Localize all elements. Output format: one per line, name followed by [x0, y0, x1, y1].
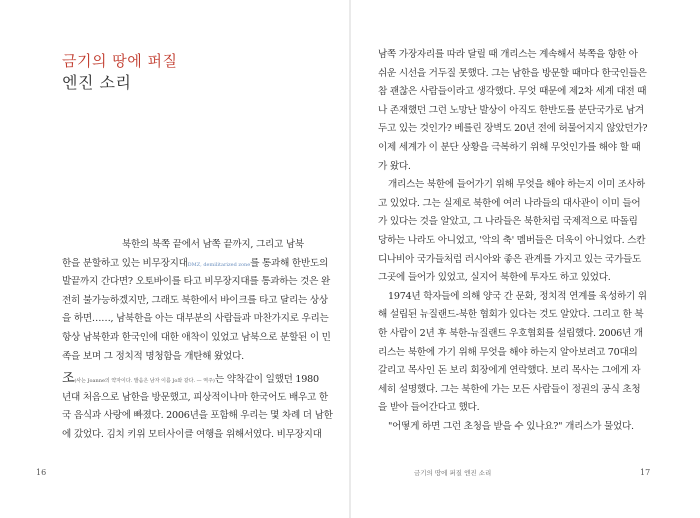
text-line	[62, 366, 319, 389]
text-line: 을 받아 들어간다고 했다.	[378, 402, 480, 414]
text-line: 1974년 학자들에 의해 양국 간 문화, 정치적 연계를 육성하기 위	[388, 290, 647, 302]
text-line: 쉬운 시선을 거두질 못했다. 그는 남한을 방문할 때마다 한국인들은	[378, 67, 647, 79]
right-page	[350, 0, 700, 518]
text-line: 개리스는 북한에 들어가기 위해 무엇을 해야 하는지 이미 조사하	[388, 179, 645, 191]
text-line: 에 갔었다. 김치 키위 모터사이클 여행을 위해서였다. 비무장지대	[62, 428, 322, 440]
text-line: 이제 세계가 이 분단 상황을 극복하기 위해 무엇인가를 해야 할 때	[378, 141, 641, 153]
chapter-subtitle: 엔진 소리	[62, 73, 132, 92]
text-line: 가 왔다.	[378, 160, 411, 172]
text-line: 해 설립된 뉴질랜드-북한 협회가 있다는 것도 알았다. 그리고 한 북	[378, 309, 644, 321]
text-segment: 한을 분할하고 있는 비무장지대	[62, 257, 188, 269]
text-line: 전히 불가능하겠지만, 그래도 북한에서 바이크를 타고 달리는 상상	[62, 294, 328, 306]
drop-char: 조	[62, 371, 75, 387]
text-line: 국 음식과 사랑에 빠졌다. 2006년을 포함해 우리는 몇 차례 더 남한	[62, 410, 333, 422]
text-line: 한 사람이 2년 후 북한-뉴질랜드 우호협회를 설립했다. 2006년 개	[378, 327, 643, 339]
translator-note: (사는 Joanne의 약자이다. 발음은 남자 이름 Jo와 같다. — 역주)	[74, 378, 215, 385]
text-segment: 를 통과해 한반도의	[250, 257, 328, 269]
text-line: 족을 보며 그 정치적 명청함을 개탄해 왔었다.	[62, 350, 244, 362]
text-line: 그곳에 들어가 있었고, 실지어 북한에 투자도 하고 있었다.	[378, 272, 611, 284]
text-line: 년대 처음으로 남한을 방문했고, 피상적이나마 한국어도 배우고 한	[62, 391, 328, 403]
text-line: 북한의 북쪽 끝에서 남쪽 끝까지, 그리고 남북	[122, 239, 304, 250]
text-line: 세히 설명했다. 그는 북한에 가는 모든 사람들이 정권의 공식 초청	[378, 383, 641, 395]
text-line: 발끝까지 간다면? 오토바이를 타고 비무장지대를 통과하는 것은 완	[62, 276, 330, 288]
text-line: 갈리고 목사인 돈 보리 회장에게 연락했다. 보리 목사는 그에게 자	[378, 365, 641, 377]
text-line	[62, 255, 328, 274]
left-body-text	[62, 236, 333, 445]
text-line: 나 존재했던 그런 노망난 발상이 아직도 한반도를 분단국가로 남겨	[378, 104, 644, 116]
text-line: 디나비아 국가들처럼 러시아와 좋은 관계를 가지고 있는 국가들도	[378, 253, 642, 265]
page-number: 17	[640, 468, 651, 477]
text-line: "어떻게 하면 그런 초청을 받을 수 있나요?" 개리스가 물었다.	[388, 420, 634, 432]
text-line: 항상 남북한과 한국인에 대한 애착이 있었고 남북으로 분할된 이 민	[62, 331, 331, 343]
text-line: 두고 있는 것인가? 베를린 장벽도 20년 전에 허물어지지 않았던가?	[378, 123, 648, 135]
text-line: 리스는 북한에 가기 위해 무엇을 해야 하는지 알아보려고 70대의	[378, 346, 638, 358]
running-head: 금기의 땅에 퍼질 엔진 소리	[414, 469, 492, 477]
page-number: 16	[36, 468, 47, 477]
text-line: 남쪽 가장자리를 따라 달릴 때 개리스는 계속해서 북쪽을 향한 아	[378, 49, 638, 60]
text-line: 가 있다는 것을 알았고, 그 나라들은 북한처럼 국제적으로 따돌림	[378, 216, 638, 228]
text-line: 당하는 나라도 아니었고, '악의 축' 멤버들은 더욱이 아니었다. 스칸	[378, 234, 646, 246]
text-line: 참 괜찮은 사람들이라고 생각했다. 무엇 때문에 제2차 세계 대전 때	[378, 86, 647, 98]
text-line: 고 있었다. 그는 실제로 북한에 여러 나라들의 대사관이 이미 들어	[378, 197, 641, 209]
chapter-title: 금기의 땅에 퍼질	[62, 52, 178, 70]
dmz-note: DMZ, demilitarized zone	[187, 261, 251, 268]
text-line: 을 하면……, 남북한을 아는 대부분의 사람들과 마찬가지로 우리는	[62, 313, 329, 325]
text-segment: 는 약착같이 일했던 1980	[214, 374, 319, 386]
right-body-text	[378, 46, 648, 436]
